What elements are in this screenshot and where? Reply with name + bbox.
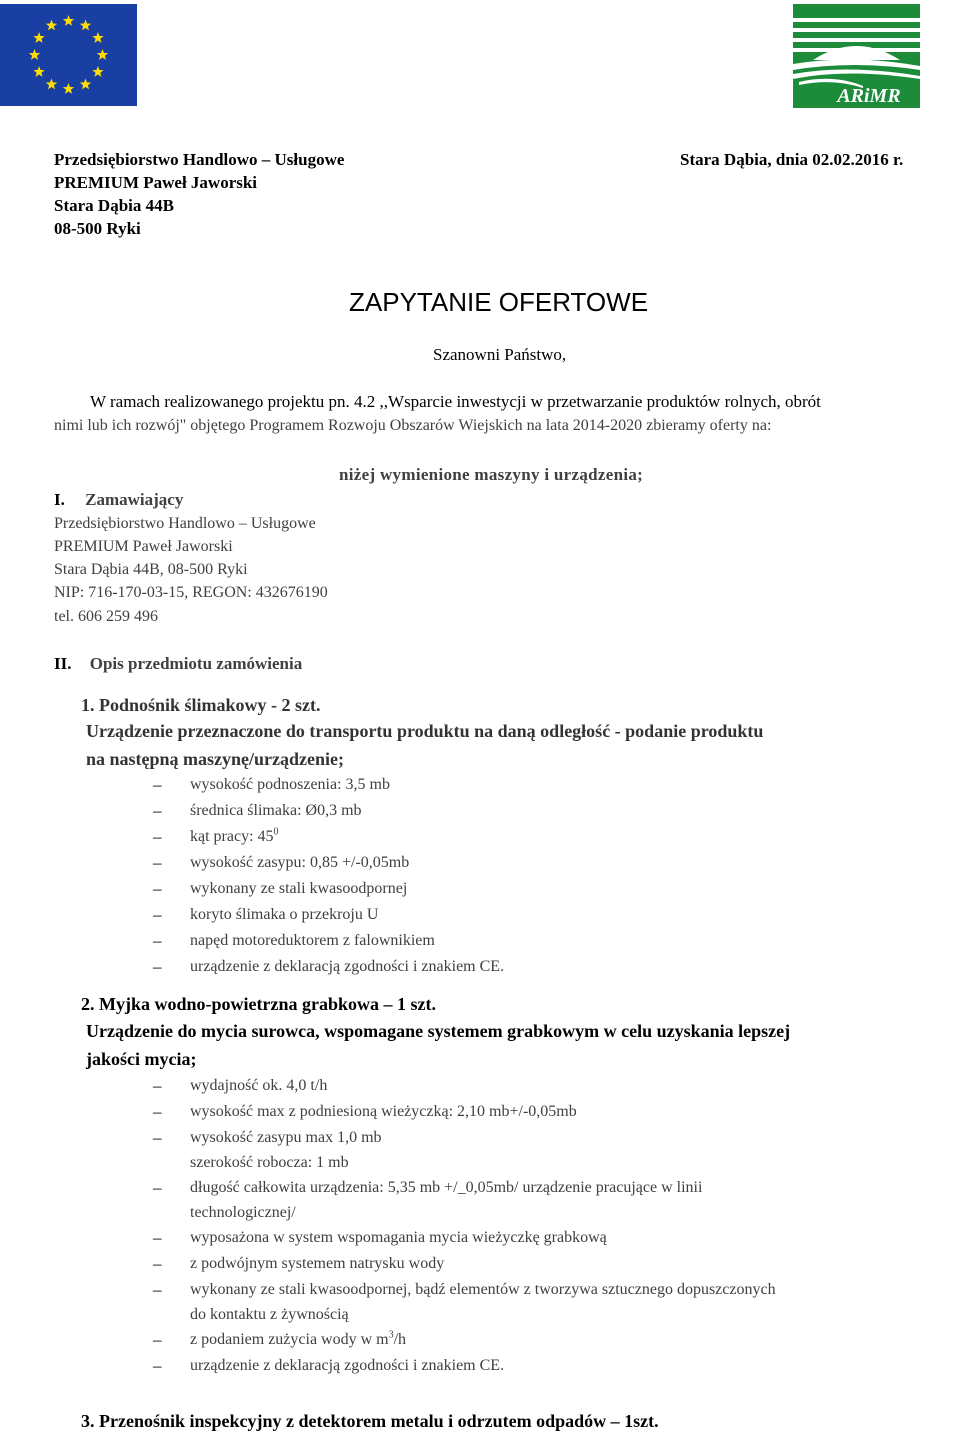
intro-line-2: nimi lub ich rozwój" objętego Programem Rozwoju Obszarów Wiejskich na lata 2014-2020 zbieramy oferty na: — [54, 417, 772, 434]
list-item: – wysokość podnoszenia: 3,5 mb — [153, 772, 504, 798]
eu-flag-logo — [0, 4, 137, 106]
section-1-line: Stara Dąbia 44B, 08-500 Ryki — [54, 561, 248, 578]
sender-line-2: PREMIUM Paweł Jaworski — [54, 173, 258, 192]
arimr-logo-icon — [793, 4, 920, 108]
list-item: – napęd motoreduktorem z falownikiem — [153, 928, 504, 954]
intro-line-3: niżej wymienione maszyny i urządzenia; — [339, 465, 644, 484]
list-item: – urządzenie z deklaracją zgodności i znakiem CE. — [153, 1353, 776, 1379]
item-2-title: 2. Myjka wodno-powietrzna grabkowa – 1 szt. — [81, 994, 436, 1014]
list-item: – wysokość zasypu max 1,0 mb — [153, 1125, 776, 1151]
list-item: – wysokość max z podniesioną wieżyczką: 2,10 mb+/-0,05mb — [153, 1099, 776, 1125]
list-item: technologicznej/ — [190, 1204, 296, 1221]
list-item: – średnica ślimaka: Ø0,3 mb — [153, 798, 504, 824]
list-item: szerokość robocza: 1 mb — [190, 1154, 349, 1171]
sender-line-3: Stara Dąbia 44B — [54, 196, 174, 215]
date-line: Stara Dąbia, dnia 02.02.2016 r. — [680, 150, 904, 169]
cubic-superscript: 3 — [388, 1329, 394, 1341]
section-1-line: NIP: 716-170-03-15, REGON: 432676190 — [54, 584, 328, 601]
section-1-title: Zamawiający — [85, 490, 184, 509]
eu-flag-icon — [0, 4, 137, 106]
item-1-spec-list — [153, 772, 504, 980]
section-1-line: Przedsiębiorstwo Handlowo – Usługowe — [54, 515, 316, 532]
section-2-heading — [54, 652, 302, 675]
item-1-desc-line-2: na następną maszynę/urządzenie; — [86, 749, 344, 769]
list-item: – wydajność ok. 4,0 t/h — [153, 1073, 776, 1099]
item-2-desc-line-1: Urządzenie do mycia surowca, wspomagane systemem grabkowym w celu uzyskania lepszej — [86, 1021, 791, 1041]
section-1-numeral: I. — [54, 490, 65, 509]
item-1-desc-line-1: Urządzenie przeznaczone do transportu produktu na daną odległość - podanie produktu — [86, 721, 764, 741]
list-item: – wyposażona w system wspomagania mycia wieżyczkę grabkową — [153, 1225, 776, 1251]
list-item: – urządzenie z deklaracją zgodności i znakiem CE. — [153, 954, 504, 980]
section-2-numeral: II. — [54, 654, 72, 673]
section-1-line: tel. 606 259 496 — [54, 608, 158, 625]
greeting: Szanowni Państwo, — [433, 345, 567, 364]
list-item: – z podwójnym systemem natrysku wody — [153, 1251, 776, 1277]
list-item: – wysokość zasypu: 0,85 +/-0,05mb — [153, 850, 504, 876]
item-3-title: 3. Przenośnik inspekcyjny z detektorem metalu i odrzutem odpadów – 1szt. — [81, 1411, 659, 1431]
page-title: ZAPYTANIE OFERTOWE — [349, 287, 649, 317]
section-2-title: Opis przedmiotu zamówienia — [89, 654, 303, 673]
list-item: – kąt pracy: $45^0$ — [153, 824, 504, 850]
section-1-heading — [54, 488, 183, 511]
arimr-logo-text: ARiMR — [837, 85, 901, 107]
list-item: – wykonany ze stali kwasoodpornej, bądź elementów z tworzywa sztucznego dopuszczonych — [153, 1277, 776, 1302]
list-item: – wykonany ze stali kwasoodpornej — [153, 876, 504, 902]
sender-line-4: 08-500 Ryki — [54, 219, 141, 238]
item-2-desc-line-2: jakości mycia; — [86, 1049, 197, 1069]
arimr-logo — [793, 4, 920, 108]
list-item: do kontaktu z żywnością — [190, 1306, 349, 1323]
list-item: – długość całkowita urządzenia: 5,35 mb +/_0,05mb/ urządzenie pracujące w linii — [153, 1175, 776, 1200]
item-2-spec-list — [153, 1073, 776, 1379]
intro-line-1: W ramach realizowanego projektu pn. 4.2 ,,Wsparcie inwestycji w przetwarzanie produktów rolnych, obrót — [90, 392, 821, 411]
sender-line-1: Przedsiębiorstwo Handlowo – Usługowe — [54, 150, 345, 169]
item-1-title: 1. Podnośnik ślimakowy - 2 szt. — [81, 695, 321, 715]
list-item: – z podaniem zużycia wody w $m^3/h$ — [153, 1327, 776, 1353]
list-item: – koryto ślimaka o przekroju U — [153, 902, 504, 928]
degree-superscript: 0 — [273, 826, 279, 838]
section-1-line: PREMIUM Paweł Jaworski — [54, 538, 233, 555]
